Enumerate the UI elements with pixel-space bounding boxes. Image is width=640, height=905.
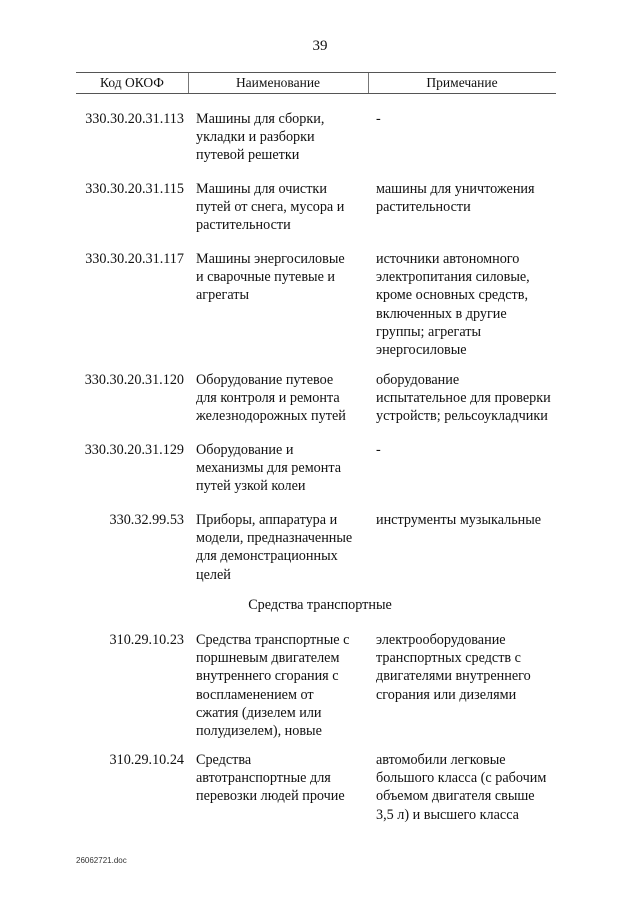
item-name-line: воспламенением от	[196, 686, 314, 703]
item-name-line: путей узкой колеи	[196, 478, 306, 495]
header-top-rule	[76, 72, 556, 73]
header-name: Наименование	[235, 75, 321, 90]
header-note: Примечание	[426, 75, 498, 90]
item-name-line: автотранспортные для	[196, 770, 331, 787]
okof-code: 330.30.20.31.115	[85, 181, 184, 197]
item-name-line: перевозки людей прочие	[196, 788, 345, 805]
okof-code: 330.30.20.31.117	[85, 251, 184, 267]
item-name-line: и сварочные путевые и	[196, 269, 336, 286]
section-title: Средства транспортные	[248, 597, 392, 613]
okof-code: 330.30.20.31.120	[84, 372, 184, 388]
item-name-line: Средства транспортные с	[196, 632, 350, 648]
item-note-line: сгорания или дизелями	[376, 686, 517, 703]
item-name-line: модели, предназначенные	[196, 530, 353, 547]
item-note-line: источники автономного	[376, 251, 520, 267]
item-name-line: Машины для очистки	[196, 181, 327, 197]
item-name-line: механизмы для ремонта	[196, 460, 342, 477]
item-note-line: двигателями внутреннего	[376, 668, 531, 685]
item-name-line: для контроля и ремонта	[196, 390, 340, 407]
item-name-line: поршневым двигателем	[196, 650, 340, 667]
item-name-line: железнодорожных путей	[196, 408, 346, 425]
item-name-line: Приборы, аппаратура и	[196, 512, 338, 528]
item-name-line: для демонстрационных	[196, 548, 338, 565]
item-name-line: сжатия (дизелем или	[196, 704, 322, 721]
item-name-line: путей от снега, мусора и	[196, 199, 345, 216]
item-note-line: -	[376, 442, 381, 458]
item-note-line: электрооборудование	[376, 632, 506, 648]
item-name-line: целей	[196, 566, 231, 583]
item-note-line: устройств; рельсоукладчики	[376, 408, 548, 425]
item-note-line: растительности	[376, 199, 471, 216]
header-code: Код ОКОФ	[100, 75, 164, 90]
item-note-line: инструменты музыкальные	[376, 512, 542, 528]
item-note-line: энергосиловые	[376, 342, 467, 358]
item-note-line: включенных в другие	[376, 305, 507, 322]
item-name-line: путевой решетки	[196, 147, 300, 164]
item-note-line: кроме основных средств,	[376, 287, 528, 304]
item-name-line: Машины для сборки,	[196, 111, 325, 127]
item-note-line: большого класса (с рабочим	[376, 770, 547, 787]
item-name-line: агрегаты	[196, 287, 249, 304]
table-header	[76, 72, 556, 94]
item-note-line: 3,5 л) и высшего класса	[376, 806, 519, 823]
item-name-line: укладки и разборки	[196, 129, 315, 146]
item-note-line: объемом двигателя свыше	[376, 788, 535, 805]
okof-code: 330.30.20.31.113	[85, 111, 184, 127]
item-name-line: полудизелем), новые	[196, 723, 322, 739]
item-name-line: внутреннего сгорания с	[196, 668, 339, 685]
item-name-line: Средства	[196, 752, 252, 768]
item-note-line: автомобили легковые	[376, 752, 506, 768]
okof-code: 330.32.99.53	[109, 512, 184, 528]
footer-filename: 26062721.doc	[76, 856, 127, 865]
item-name-line: Оборудование путевое	[196, 372, 334, 388]
page-number: 39	[312, 38, 328, 54]
okof-code: 310.29.10.23	[109, 632, 184, 648]
item-note-line: электропитания силовые,	[376, 269, 530, 286]
item-note-line: машины для уничтожения	[376, 181, 535, 197]
okof-code: 310.29.10.24	[109, 752, 184, 768]
header-bottom-rule	[76, 93, 556, 94]
item-note-line: оборудование	[376, 372, 460, 388]
item-name-line: Машины энергосиловые	[196, 251, 345, 267]
item-name-line: растительности	[196, 217, 291, 234]
item-note-line: группы; агрегаты	[376, 323, 482, 340]
okof-code: 330.30.20.31.129	[84, 442, 184, 458]
item-note-line: испытательное для проверки	[376, 390, 551, 407]
item-note-line: -	[376, 111, 381, 127]
item-name-line: Оборудование и	[196, 442, 294, 458]
item-note-line: транспортных средств с	[376, 650, 521, 667]
